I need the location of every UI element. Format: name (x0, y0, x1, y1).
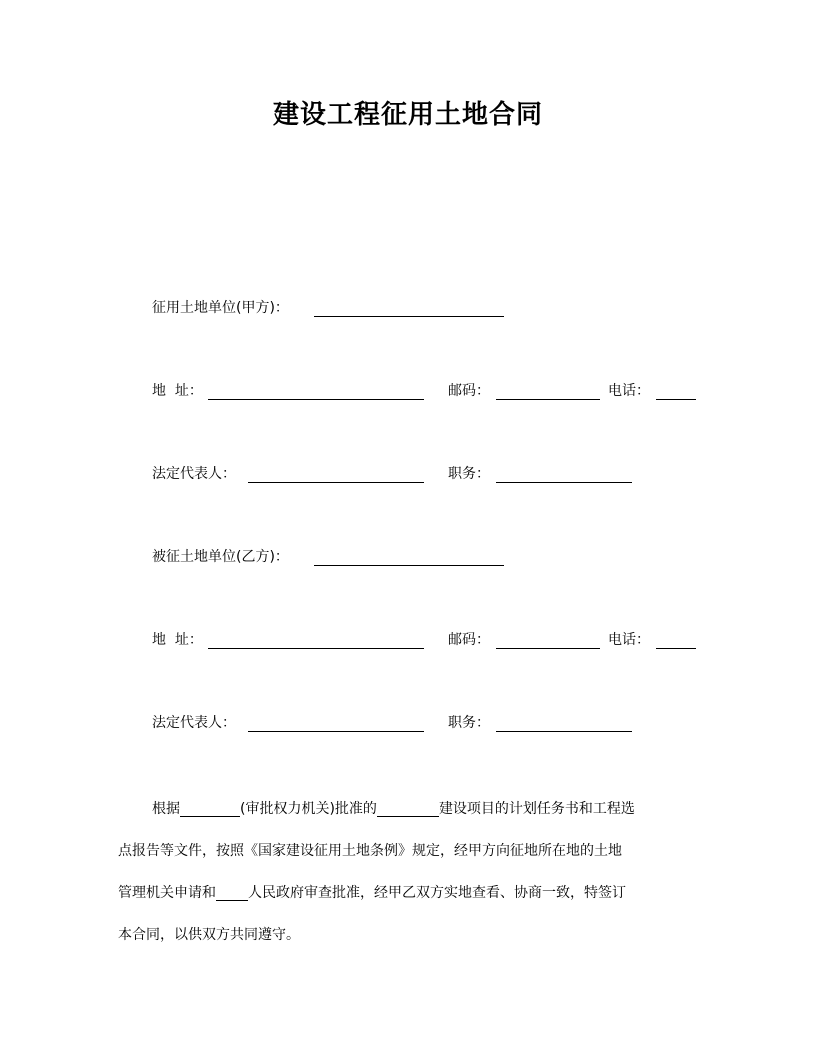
party-a-postcode-blank[interactable] (496, 379, 600, 400)
preamble-text: 建设项目的计划任务书和工程选 (438, 801, 635, 817)
preamble-text: (审批权力机关)批准的 (240, 801, 377, 817)
party-a-phone-blank[interactable] (656, 379, 696, 400)
preamble-text: 人民政府审查批准，经甲乙双方实地查看、协商一致，特签订 (248, 885, 626, 901)
party-b-phone-label: 电话： (608, 632, 650, 648)
document-title: 建设工程征用土地合同 (272, 100, 543, 130)
party-b-unit-label: 被征土地单位(乙方)： (152, 549, 289, 565)
party-b-rep-label: 法定代表人： (152, 715, 236, 731)
party-a-position-blank[interactable] (496, 462, 632, 483)
party-b-address-blank[interactable] (208, 628, 424, 649)
party-b-unit-blank[interactable] (314, 545, 504, 566)
party-a-address-label: 地 址： (152, 383, 203, 399)
preamble-line-4: 本合同，以供双方共同遵守。 (118, 927, 300, 943)
preamble-text: 根据 (152, 801, 180, 817)
approval-authority-blank[interactable] (180, 798, 240, 817)
party-b-position-label: 职务： (448, 715, 490, 731)
party-a-position-label: 职务： (448, 466, 490, 482)
party-a-address-blank[interactable] (208, 379, 424, 400)
preamble-line-1 (118, 788, 698, 830)
party-a-phone-label: 电话： (608, 383, 650, 399)
preamble-text: 管理机关申请和 (118, 885, 216, 901)
party-a-rep-label: 法定代表人： (152, 466, 236, 482)
party-a-rep-blank[interactable] (248, 462, 424, 483)
party-a-unit-label: 征用土地单位(甲方)： (152, 300, 289, 316)
party-b-address-label: 地 址： (152, 632, 203, 648)
party-b-rep-blank[interactable] (248, 711, 424, 732)
preamble-paragraph (118, 788, 698, 956)
preamble-line-3 (118, 872, 698, 914)
project-name-blank[interactable] (377, 798, 439, 817)
party-a-postcode-label: 邮码： (448, 383, 490, 399)
party-b-postcode-blank[interactable] (496, 628, 600, 649)
party-b-phone-blank[interactable] (656, 628, 696, 649)
party-b-postcode-label: 邮码： (448, 632, 490, 648)
preamble-line-2: 点报告等文件，按照《国家建设征用土地条例》规定，经甲方向征地所在地的土地 (118, 843, 622, 859)
party-a-unit-blank[interactable] (314, 296, 504, 317)
government-blank[interactable] (216, 882, 248, 901)
party-b-position-blank[interactable] (496, 711, 632, 732)
